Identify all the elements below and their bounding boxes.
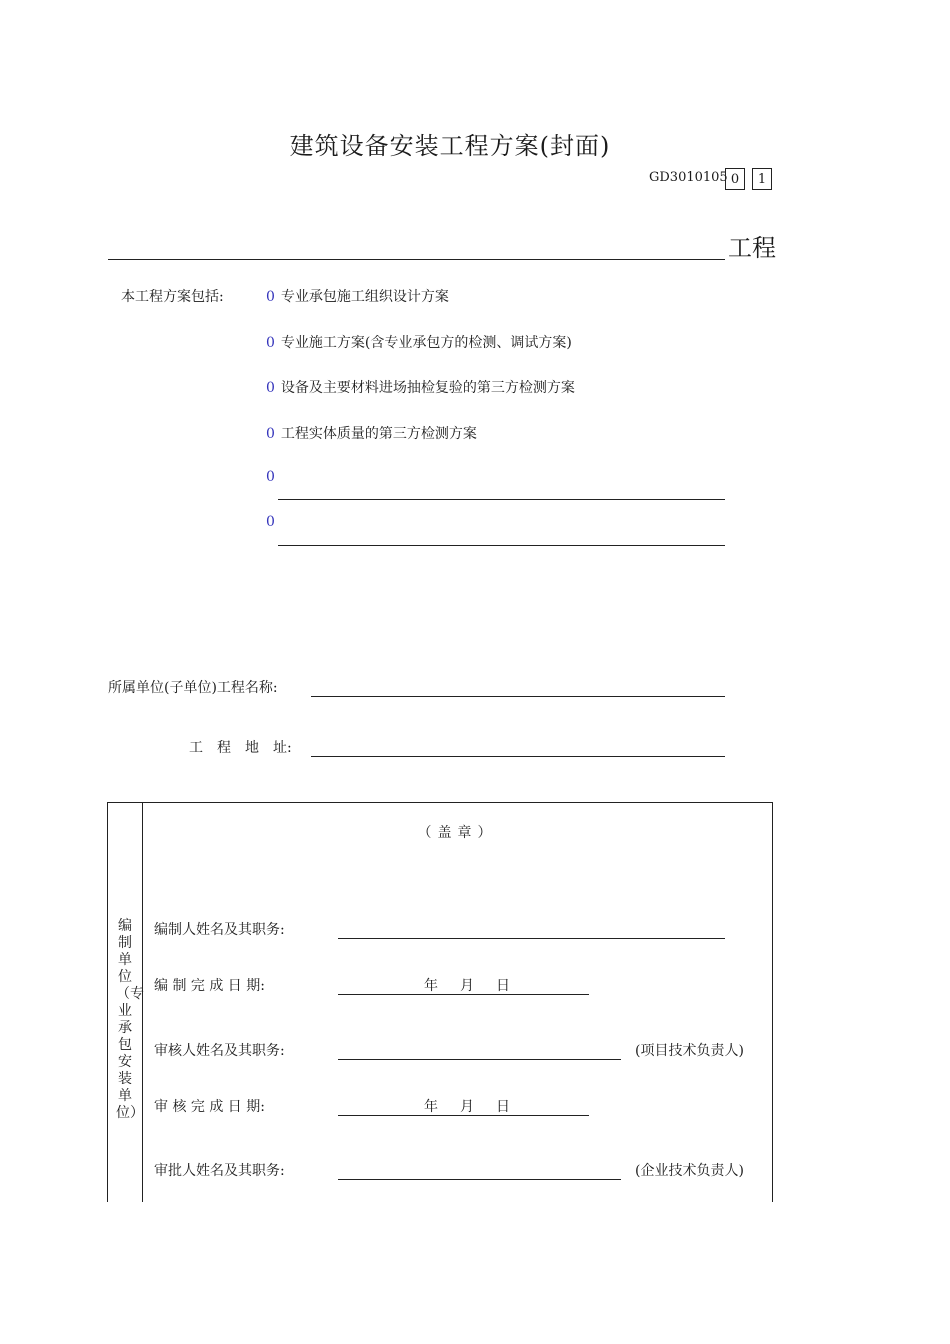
- review-date-label: 审 核 完 成 日 期:: [154, 1099, 265, 1115]
- compiler-label: 编制人姓名及其职务:: [154, 922, 285, 938]
- stamp-area: （盖章）: [417, 825, 498, 841]
- page-title: 建筑设备安装工程方案(封面): [289, 132, 611, 160]
- custom-item-line[interactable]: [278, 499, 725, 500]
- approver-role: (企业技术负责人): [635, 1163, 744, 1179]
- include-item: [266, 469, 281, 485]
- item-checkbox-value[interactable]: 0: [266, 469, 275, 485]
- reviewer-label: 审核人姓名及其职务:: [154, 1043, 285, 1059]
- item-text: 设备及主要材料进场抽检复验的第三方检测方案: [280, 380, 575, 396]
- item-checkbox-value[interactable]: 0: [266, 426, 275, 442]
- code-box-1: 0: [725, 168, 745, 190]
- unit-name-label: 所属单位(子单位)工程名称:: [108, 680, 278, 696]
- item-checkbox-value[interactable]: 0: [266, 514, 275, 530]
- signature-divider: [142, 802, 143, 1202]
- includes-label: 本工程方案包括:: [121, 289, 224, 305]
- address-label: 工 程 地 址:: [189, 740, 292, 756]
- address-field[interactable]: [311, 756, 725, 757]
- item-text: 专业施工方案(含专业承包方的检测、调试方案): [280, 335, 572, 351]
- reviewer-role: (项目技术负责人): [635, 1043, 744, 1059]
- approver-field[interactable]: [338, 1179, 621, 1180]
- include-item: [266, 514, 281, 530]
- include-item: [266, 286, 449, 306]
- form-code: GD3010105: [649, 170, 728, 185]
- compiler-field[interactable]: [338, 938, 725, 939]
- compile-date-label: 编 制 完 成 日 期:: [154, 978, 265, 994]
- approver-label: 审批人姓名及其职务:: [154, 1163, 285, 1179]
- item-checkbox-value[interactable]: 0: [266, 380, 275, 396]
- item-checkbox-value[interactable]: 0: [266, 335, 275, 351]
- code-box-2: 1: [752, 168, 772, 190]
- item-text: 工程实体质量的第三方检测方案: [280, 426, 477, 442]
- project-name-line[interactable]: [108, 259, 725, 260]
- item-checkbox-value[interactable]: 0: [266, 289, 275, 305]
- reviewer-field[interactable]: [338, 1059, 621, 1060]
- custom-item-line[interactable]: [278, 545, 725, 546]
- include-item: [266, 332, 572, 352]
- unit-name-field[interactable]: [311, 696, 725, 697]
- compile-date-text: 年 月 日: [424, 978, 514, 994]
- signature-section: [107, 802, 773, 1202]
- include-item: [266, 377, 575, 397]
- include-item: [266, 423, 477, 443]
- compiling-unit-label: 编制单位（专业承包安装单位）: [116, 918, 144, 1121]
- review-date-text: 年 月 日: [424, 1099, 514, 1115]
- item-text: 专业承包施工组织设计方案: [280, 289, 449, 305]
- project-suffix: 工程: [728, 234, 776, 262]
